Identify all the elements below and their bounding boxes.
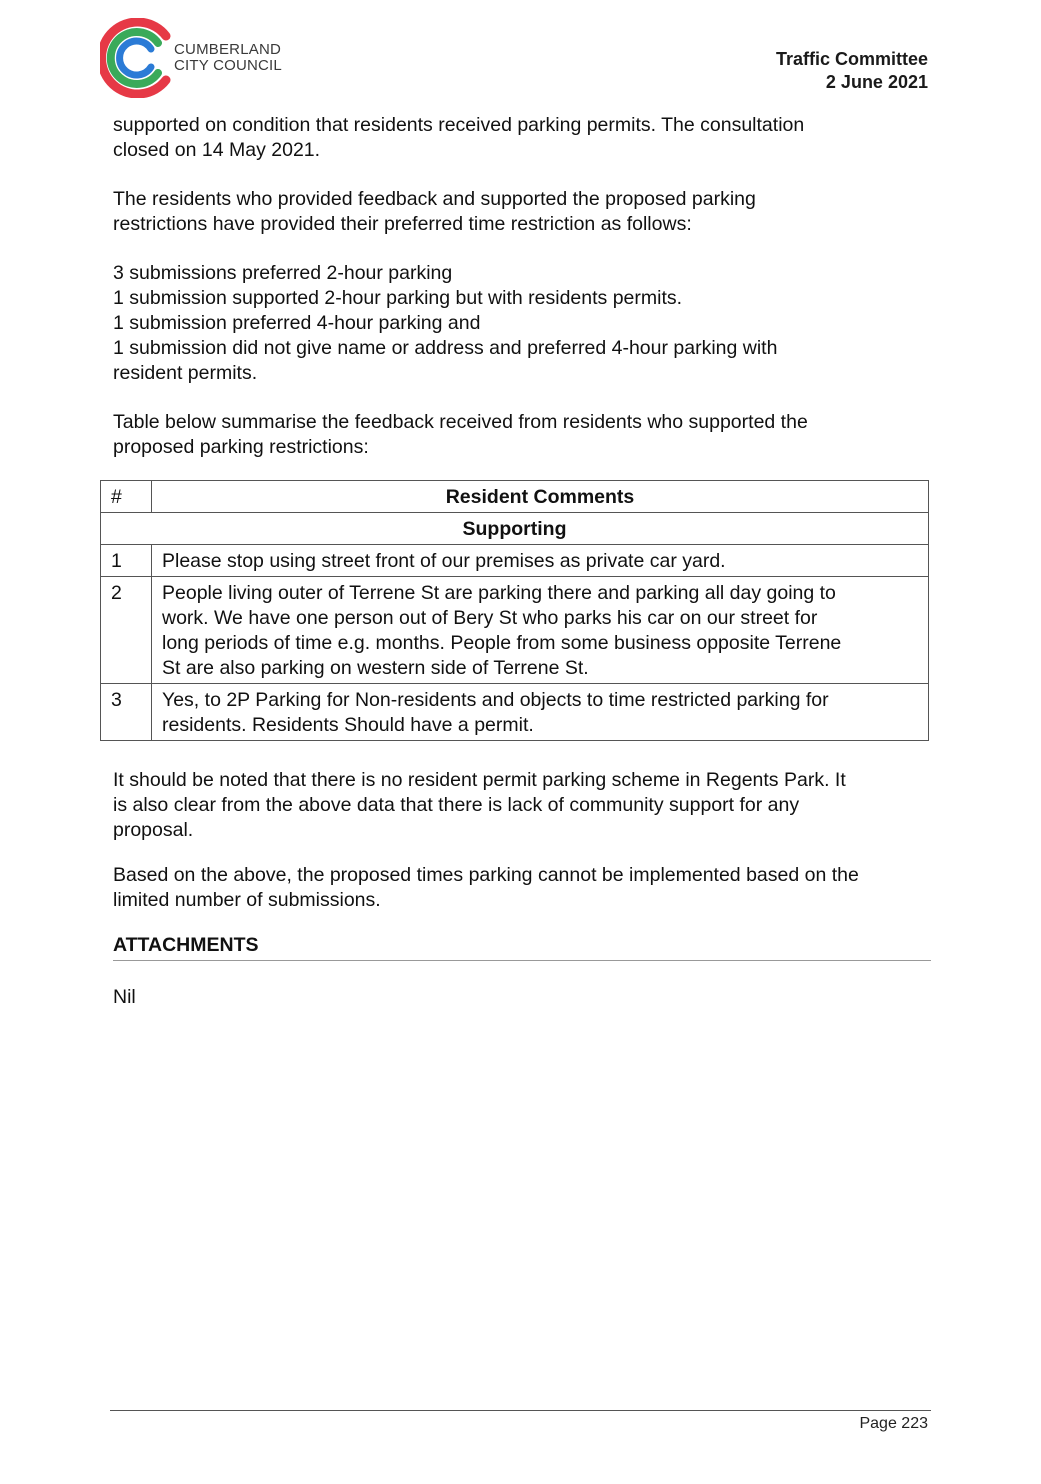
text-line: Based on the above, the proposed times parking cannot be implemented based on the [113, 864, 859, 886]
list-item: 1 submission did not give name or address and preferred 4-hour parking with [113, 337, 778, 359]
comment-line: St are also parking on western side of Terrene St. [162, 657, 589, 679]
text-line: is also clear from the above data that there is lack of community support for any [113, 794, 800, 816]
attachments-heading: ATTACHMENTS [113, 933, 931, 961]
document-header [776, 48, 928, 94]
list-item: 1 submission preferred 4-hour parking and [113, 312, 481, 334]
row-number: 2 [101, 577, 152, 684]
table-group-row [101, 513, 929, 545]
row-number: 3 [101, 684, 152, 741]
text-line: restrictions have provided their preferred time restriction as follows: [113, 213, 692, 235]
comment-line: Please stop using street front of our premises as private car yard. [162, 550, 726, 572]
row-comment [152, 545, 929, 577]
list-item: resident permits. [113, 362, 258, 384]
table-row [101, 684, 929, 741]
group-supporting: Supporting [101, 513, 929, 545]
column-header-comments: Resident Comments [152, 481, 929, 513]
text-line: It should be noted that there is no resident permit parking scheme in Regents Park. It [113, 769, 846, 791]
table-header-row [101, 481, 929, 513]
committee-name: Traffic Committee [775, 49, 928, 69]
text-line: closed on 14 May 2021. [113, 139, 321, 161]
paragraph-table-intro [113, 410, 931, 460]
column-header-number: # [101, 481, 152, 513]
table-row [101, 577, 929, 684]
council-logo [100, 18, 300, 100]
text-line: limited number of submissions. [113, 889, 381, 911]
comment-line: People living outer of Terrene St are parking there and parking all day going to [162, 582, 836, 604]
comment-line: long periods of time e.g. months. People from some business opposite Terrene [162, 632, 842, 654]
paragraph-preferences [113, 187, 931, 237]
list-item: 3 submissions preferred 2-hour parking [113, 262, 453, 284]
row-number: 1 [101, 545, 152, 577]
logo-line-2: CITY COUNCIL [174, 57, 282, 74]
logo-line-1: CUMBERLAND [174, 41, 282, 58]
logo-text [174, 42, 282, 74]
page-number: Page 223 [859, 1415, 928, 1432]
comment-line: work. We have one person out of Bery St who parks his car on our street for [162, 607, 818, 629]
text-line: proposed parking restrictions: [113, 436, 369, 458]
row-comment [152, 684, 929, 741]
meeting-date: 2 June 2021 [825, 72, 928, 92]
list-item: 1 submission supported 2-hour parking but with residents permits. [113, 287, 683, 309]
text-line: Table below summarise the feedback received from residents who supported the [113, 411, 808, 433]
footer-divider [110, 1410, 931, 1411]
paragraph-no-scheme [113, 768, 931, 843]
document-body [113, 113, 931, 1034]
table-row [101, 545, 929, 577]
text-line: proposal. [113, 819, 194, 841]
council-logo-icon [100, 18, 172, 98]
submission-list [113, 261, 931, 386]
attachments-value: Nil [113, 986, 136, 1008]
resident-comments-table [100, 480, 929, 741]
text-line: supported on condition that residents received parking permits. The consultation [113, 114, 805, 136]
paragraph-conclusion [113, 863, 931, 913]
comment-line: Yes, to 2P Parking for Non-residents and objects to time restricted parking for [162, 689, 829, 711]
paragraph-consultation [113, 113, 931, 163]
text-line: The residents who provided feedback and supported the proposed parking [113, 188, 756, 210]
comment-line: residents. Residents Should have a permit. [162, 714, 534, 736]
row-comment [152, 577, 929, 684]
